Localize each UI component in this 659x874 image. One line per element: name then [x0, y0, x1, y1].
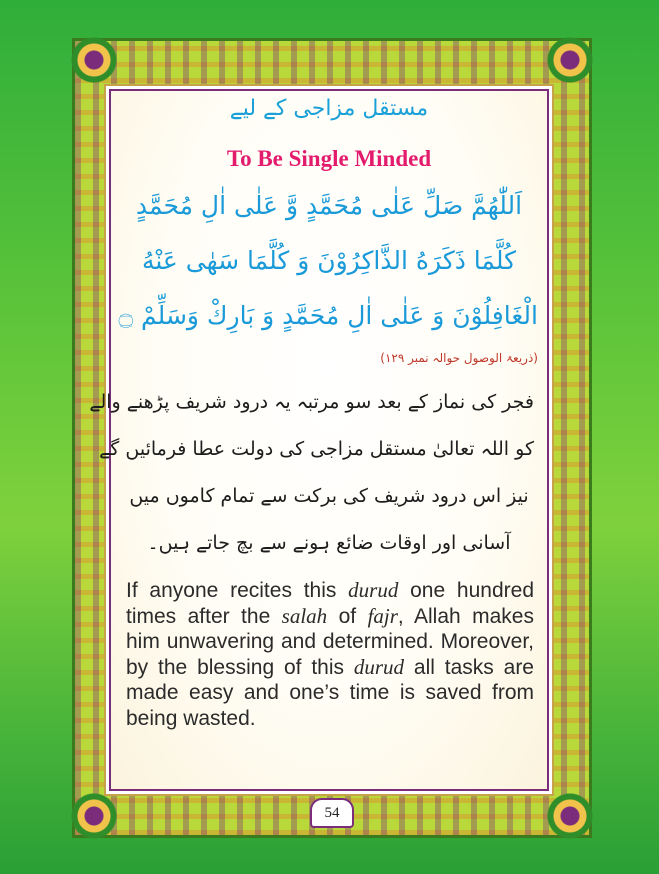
english-italic-term: salah [281, 603, 328, 628]
arabic-line-3: الْغَافِلُوْنَ وَ عَلٰى اٰلِ مُحَمَّدٍ وَ بَارِكْ وَسَلِّمْ ۝ [118, 301, 538, 330]
arabic-line-2: كُلَّمَا ذَكَرَهُ الذَّاكِرُوْنَ وَ كُلَّمَا سَهٰى عَنْهُ [141, 246, 517, 275]
reference-note: (ذریعۃ الوصول حوالہ نمبر ۱۲۹) [380, 351, 538, 365]
urdu-line-4: آسانی اور اوقات ضائع ہونے سے بچ جاتے ہیں۔ [147, 532, 511, 554]
english-italic-term: fajr [367, 603, 398, 628]
english-translation [126, 578, 534, 731]
urdu-line-2: کو اللہ تعالیٰ مستقل مزاجی کی دولت عطا فرمائیں گے [99, 438, 534, 460]
corner-ornament-bottom-left [71, 793, 117, 839]
title-urdu: مستقل مزاجی کے لیے [229, 96, 429, 121]
english-text: of [327, 604, 368, 628]
english-italic-term: durud [353, 654, 405, 679]
urdu-line-3: نیز اس درود شریف کی برکت سے تمام کاموں میں [129, 485, 529, 507]
urdu-line-1: فجر کی نماز کے بعد سو مرتبہ یہ درود شریف پڑھنے والے [89, 391, 534, 413]
english-text: , Allah makes him unwavering and determined. Moreover, by the blessing of this [126, 604, 534, 679]
title-english: To Be Single Minded [226, 146, 432, 171]
english-text: one hundred times after the [126, 579, 534, 628]
corner-ornament-bottom-right [547, 793, 593, 839]
page-number: 54 [310, 798, 354, 828]
english-text: all tasks are made easy and one’s time is saved from being wasted. [126, 655, 534, 730]
corner-ornament-top-left [71, 37, 117, 83]
english-italic-term: durud [348, 578, 399, 602]
arabic-line-1: اَللّٰهُمَّ صَلِّ عَلٰى مُحَمَّدٍ وَّ عَلٰى اٰلِ مُحَمَّدٍ [135, 191, 523, 220]
english-text: If anyone recites this [126, 579, 349, 602]
corner-ornament-top-right [547, 37, 593, 83]
